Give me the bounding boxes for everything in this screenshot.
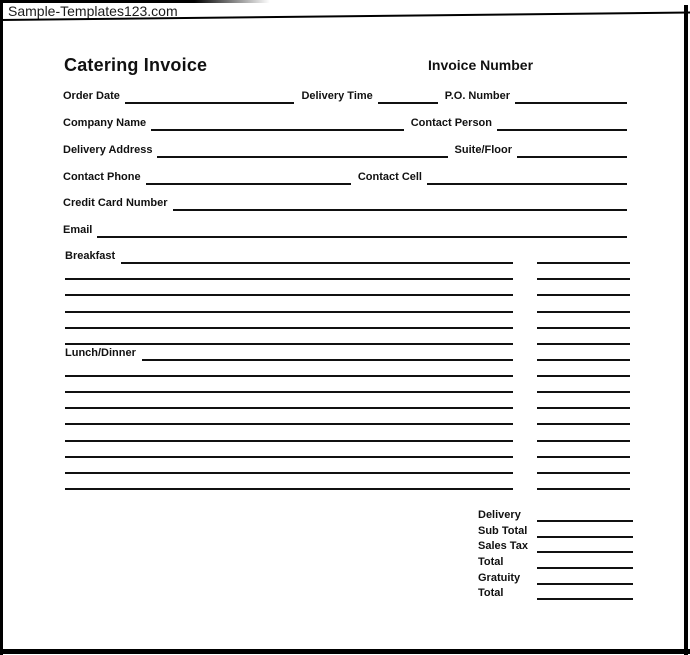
- total-row-grand-total: [478, 585, 633, 600]
- invoice-number-label: Invoice Number: [428, 57, 534, 73]
- lunch-dinner-item-line[interactable]: [65, 472, 513, 474]
- lunch-dinner-row-left: [65, 423, 513, 425]
- delivery-address-line[interactable]: [157, 156, 447, 158]
- lunch-dinner-item-line[interactable]: [65, 375, 513, 377]
- breakfast-item-line[interactable]: [121, 262, 513, 264]
- lunch-dinner-row: [65, 459, 630, 474]
- delivery-address-label: Delivery Address: [63, 144, 153, 156]
- lunch-dinner-amount-line[interactable]: [537, 407, 630, 409]
- lunch-dinner-row-left: [65, 391, 513, 393]
- breakfast-item-line[interactable]: [65, 343, 513, 345]
- contact-phone-label: Contact Phone: [63, 171, 141, 183]
- breakfast-row-left: [65, 311, 513, 313]
- page-border-bottom: [0, 649, 690, 654]
- lunch-dinner-item-line[interactable]: [65, 456, 513, 458]
- lunch-dinner-amount-line[interactable]: [537, 423, 630, 425]
- page-border-right: [684, 5, 688, 655]
- delivery-time-label: Delivery Time: [301, 90, 373, 102]
- delivery-time-line[interactable]: [378, 102, 438, 104]
- lunch-dinner-row: [65, 475, 630, 490]
- total-row-gratuity: [478, 570, 633, 585]
- lunch-dinner-row: [65, 362, 630, 377]
- grand-total-label: Total: [478, 587, 504, 599]
- lunch-dinner-amount-line[interactable]: [537, 440, 630, 442]
- breakfast-amount-line[interactable]: [537, 343, 630, 345]
- lunch-dinner-row: [65, 346, 630, 361]
- order-date-line[interactable]: [125, 102, 295, 104]
- field-row-phone: [63, 169, 627, 185]
- field-row-credit-card: [63, 195, 627, 211]
- delivery-total-line[interactable]: [537, 520, 633, 522]
- field-row-address: [63, 142, 627, 158]
- contact-phone-line[interactable]: [146, 183, 351, 185]
- subtotal-label: Sub Total: [478, 525, 528, 537]
- total-line[interactable]: [537, 567, 633, 569]
- breakfast-amount-line[interactable]: [537, 262, 630, 264]
- lunch-dinner-amount-line[interactable]: [537, 375, 630, 377]
- grand-total-line[interactable]: [537, 598, 633, 600]
- lunch-dinner-amount-line[interactable]: [537, 472, 630, 474]
- breakfast-row-left: [65, 343, 513, 345]
- company-name-label: Company Name: [63, 117, 147, 129]
- breakfast-item-line[interactable]: [65, 278, 513, 280]
- credit-card-label: Credit Card Number: [63, 197, 168, 209]
- breakfast-row: [65, 314, 630, 329]
- breakfast-row-left: [65, 327, 513, 329]
- po-number-line[interactable]: [515, 102, 627, 104]
- field-row-order-info: [63, 88, 627, 104]
- breakfast-amount-line[interactable]: [537, 311, 630, 313]
- lunch-dinner-row-left: [65, 440, 513, 442]
- email-line[interactable]: [97, 236, 627, 238]
- contact-cell-line[interactable]: [427, 183, 627, 185]
- email-label: Email: [63, 224, 93, 236]
- field-row-email: [63, 222, 627, 238]
- contact-person-label: Contact Person: [410, 117, 492, 129]
- breakfast-row: [65, 281, 630, 296]
- total-row-subtotal: [478, 523, 633, 538]
- contact-cell-label: Contact Cell: [357, 171, 422, 183]
- total-row-total: [478, 554, 633, 569]
- sales-tax-line[interactable]: [537, 551, 633, 553]
- sales-tax-label: Sales Tax: [478, 540, 528, 552]
- lunch-dinner-row: [65, 394, 630, 409]
- breakfast-row-left: [65, 294, 513, 296]
- lunch-dinner-amount-line[interactable]: [537, 456, 630, 458]
- breakfast-label: Breakfast: [65, 250, 116, 262]
- breakfast-item-line[interactable]: [65, 311, 513, 313]
- gratuity-label: Gratuity: [478, 572, 521, 584]
- lunch-dinner-row: [65, 427, 630, 442]
- lunch-dinner-amount-line[interactable]: [537, 359, 630, 361]
- order-date-label: Order Date: [63, 90, 120, 102]
- breakfast-amount-line[interactable]: [537, 294, 630, 296]
- credit-card-line[interactable]: [173, 209, 627, 211]
- total-row-sales-tax: [478, 538, 633, 553]
- lunch-dinner-row-left: [65, 472, 513, 474]
- lunch-dinner-row: [65, 410, 630, 425]
- po-number-label: P.O. Number: [444, 90, 510, 102]
- lunch-dinner-row-left: [65, 488, 513, 490]
- lunch-dinner-row: [65, 378, 630, 393]
- breakfast-row: [65, 330, 630, 345]
- lunch-dinner-item-line[interactable]: [65, 423, 513, 425]
- breakfast-item-line[interactable]: [65, 327, 513, 329]
- breakfast-row-left: [65, 250, 513, 264]
- delivery-total-label: Delivery: [478, 509, 521, 521]
- page-title: Catering Invoice: [64, 55, 208, 75]
- breakfast-item-line[interactable]: [65, 294, 513, 296]
- breakfast-row: [65, 249, 630, 264]
- page-border-left: [0, 0, 3, 655]
- lunch-dinner-row-left: [65, 375, 513, 377]
- lunch-dinner-item-line[interactable]: [65, 440, 513, 442]
- lunch-dinner-item-line[interactable]: [65, 407, 513, 409]
- lunch-dinner-amount-line[interactable]: [537, 488, 630, 490]
- lunch-dinner-row-left: [65, 456, 513, 458]
- breakfast-row: [65, 298, 630, 313]
- lunch-dinner-amount-line[interactable]: [537, 391, 630, 393]
- field-row-company: [63, 115, 627, 131]
- total-row-delivery: [478, 507, 633, 522]
- contact-person-line[interactable]: [497, 129, 627, 131]
- lunch-dinner-row-left: [65, 407, 513, 409]
- lunch-dinner-item-line[interactable]: [142, 359, 513, 361]
- total-label: Total: [478, 556, 504, 568]
- lunch-dinner-label: Lunch/Dinner: [65, 347, 136, 359]
- suite-floor-label: Suite/Floor: [454, 144, 512, 156]
- lunch-dinner-row-left: [65, 347, 513, 361]
- company-name-line[interactable]: [151, 129, 404, 131]
- suite-floor-line[interactable]: [517, 156, 627, 158]
- breakfast-amount-line[interactable]: [537, 327, 630, 329]
- lunch-dinner-item-line[interactable]: [65, 391, 513, 393]
- lunch-dinner-row: [65, 443, 630, 458]
- breakfast-row-left: [65, 278, 513, 280]
- breakfast-row: [65, 265, 630, 280]
- watermark-site-text: Sample-Templates123.com: [8, 3, 178, 19]
- lunch-dinner-item-line[interactable]: [65, 488, 513, 490]
- breakfast-amount-line[interactable]: [537, 278, 630, 280]
